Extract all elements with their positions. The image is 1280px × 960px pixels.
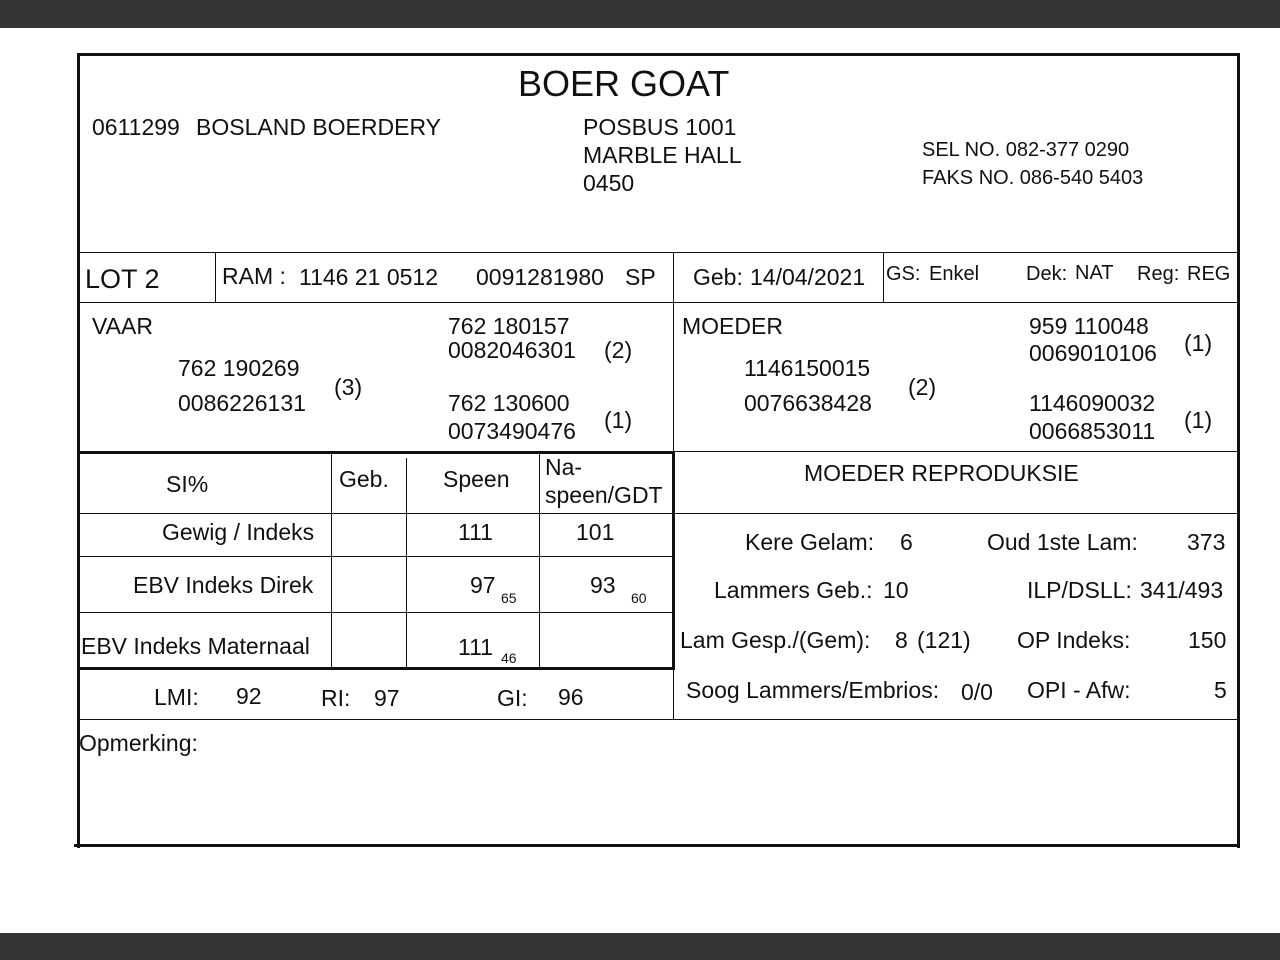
- lmi-label: LMI:: [154, 684, 199, 710]
- dam-sire-id: 959 110048: [1029, 313, 1149, 339]
- vrule-pedigree-mid: [673, 303, 674, 453]
- sire-id: 762 190269: [178, 355, 300, 381]
- dam-dam-mark: (1): [1184, 407, 1213, 433]
- rule-header: [79, 252, 1237, 253]
- cell-number: SEL NO. 082-377 0290: [922, 139, 1130, 161]
- si-row-label: EBV Indeks Direk: [133, 572, 314, 598]
- gi-value: 96: [558, 684, 584, 710]
- si-header-naspeen-2: speen/GDT: [545, 482, 663, 508]
- si-row-speen-sub: 46: [501, 650, 517, 666]
- vrule-ram: [673, 253, 674, 303]
- vrule-lot: [215, 253, 216, 303]
- si-header-label: SI%: [166, 471, 209, 497]
- si-row-speen: 111: [458, 519, 493, 545]
- si-row-label: EBV Indeks Maternaal: [81, 633, 310, 659]
- dam-dam-id: 1146090032: [1029, 390, 1156, 416]
- ram-class: SP: [625, 264, 656, 290]
- dek-value: NAT: [1075, 262, 1114, 284]
- bottom-dark-band: [0, 933, 1280, 960]
- vrule-si-col1: [331, 453, 332, 669]
- dam-sire-mark: (1): [1184, 330, 1213, 356]
- gesp-label: Lam Gesp./(Gem):: [680, 627, 871, 653]
- sire-dam-reg: 0073490476: [448, 418, 576, 444]
- rule-si-bottom-thick: [79, 667, 675, 670]
- breeder-name: BOSLAND BOERDERY: [196, 114, 441, 140]
- birth-label: Geb:: [693, 264, 743, 290]
- top-dark-band: [0, 0, 1280, 28]
- dam-reg: 0076638428: [744, 390, 872, 416]
- dam-mark: (2): [908, 374, 937, 400]
- reg-label: Reg:: [1137, 263, 1180, 285]
- frame-right: [1237, 53, 1240, 848]
- gs-value: Enkel: [929, 263, 980, 285]
- ilp-label: ILP/DSLL:: [1027, 577, 1132, 603]
- ram-reg: 0091281980: [476, 264, 604, 290]
- sire-dam-mark: (1): [604, 407, 633, 433]
- op-label: OP Indeks:: [1017, 627, 1131, 653]
- rule-pedigree-right: [675, 451, 1237, 452]
- sire-dam-id: 762 130600: [448, 390, 570, 416]
- ram-label: RAM :: [222, 263, 286, 289]
- lammers-label: Lammers Geb.:: [714, 577, 873, 603]
- frame-top: [77, 53, 1240, 56]
- fax-number: FAKS NO. 086-540 5403: [922, 167, 1144, 189]
- address-line-2: MARBLE HALL: [583, 142, 742, 168]
- vrule-geb: [883, 253, 884, 303]
- lmi-value: 92: [236, 683, 262, 709]
- si-row-speen-sub: 65: [501, 590, 517, 606]
- si-row-naspeen: 101: [576, 519, 615, 545]
- reproduction-title: MOEDER REPRODUKSIE: [804, 460, 1079, 486]
- address-line-3: 0450: [583, 170, 635, 196]
- sire-sire-id: 762 180157: [448, 313, 570, 339]
- gesp-gem-value: (121): [917, 627, 971, 653]
- si-row-naspeen-sub: 60: [631, 590, 647, 606]
- oud-value: 373: [1187, 529, 1226, 555]
- ram-id: 1146 21 0512: [299, 264, 438, 290]
- dam-label: MOEDER: [682, 313, 783, 339]
- kere-value: 6: [900, 529, 913, 555]
- ri-label: RI:: [321, 685, 351, 711]
- si-row-naspeen: 93: [590, 572, 616, 598]
- lot-label: LOT 2: [85, 264, 160, 294]
- gi-label: GI:: [497, 685, 528, 711]
- ri-value: 97: [374, 685, 400, 711]
- dam-id: 1146150015: [744, 355, 871, 381]
- si-row-label: Gewig / Indeks: [162, 519, 315, 545]
- sire-reg: 0086226131: [178, 390, 306, 416]
- remarks-label: Opmerking:: [79, 730, 198, 756]
- si-row-speen: 97: [470, 572, 496, 598]
- opi-value: 5: [1214, 677, 1227, 703]
- dam-sire-reg: 0069010106: [1029, 340, 1157, 366]
- si-header-naspeen-1: Na-: [545, 454, 583, 480]
- address-line-1: POSBUS 1001: [583, 114, 737, 140]
- kere-label: Kere Gelam:: [745, 529, 875, 555]
- gesp-value: 8: [895, 627, 908, 653]
- sire-sire-mark: (2): [604, 337, 633, 363]
- frame-bottom: [74, 844, 1240, 847]
- rule-indices: [79, 719, 1237, 720]
- opi-label: OPI - Afw:: [1027, 677, 1131, 703]
- soog-value: 0/0: [961, 679, 993, 705]
- gs-label: GS:: [886, 263, 921, 285]
- oud-label: Oud 1ste Lam:: [987, 529, 1138, 555]
- page-title: BOER GOAT: [518, 63, 730, 104]
- vrule-si-col2: [406, 458, 407, 669]
- dek-label: Dek:: [1026, 263, 1068, 285]
- rule-si-row1: [79, 556, 673, 557]
- sire-mark: (3): [334, 374, 363, 400]
- sire-sire-reg: 0082046301: [448, 337, 576, 363]
- si-header-geb: Geb.: [339, 466, 389, 492]
- vrule-si-col3: [539, 453, 540, 669]
- ilp-value: 341/493: [1140, 577, 1224, 603]
- sire-label: VAAR: [92, 313, 153, 339]
- vrule-si-mid-thick: [672, 452, 675, 670]
- rule-pedigree-left-thick: [79, 451, 675, 454]
- dam-dam-reg: 0066853011: [1029, 418, 1156, 444]
- rule-lot: [79, 302, 1237, 303]
- si-row-speen: 111: [458, 634, 493, 660]
- birth-date: 14/04/2021: [750, 264, 866, 290]
- breeder-code: 0611299: [92, 114, 180, 140]
- lammers-value: 10: [883, 577, 909, 603]
- rule-si-row2: [79, 612, 673, 613]
- op-value: 150: [1188, 627, 1227, 653]
- vrule-si-mid-low: [673, 669, 674, 720]
- soog-label: Soog Lammers/Embrios:: [686, 677, 940, 703]
- rule-si-header: [79, 513, 1237, 514]
- reg-value: REG: [1187, 263, 1231, 285]
- si-header-speen: Speen: [443, 466, 510, 492]
